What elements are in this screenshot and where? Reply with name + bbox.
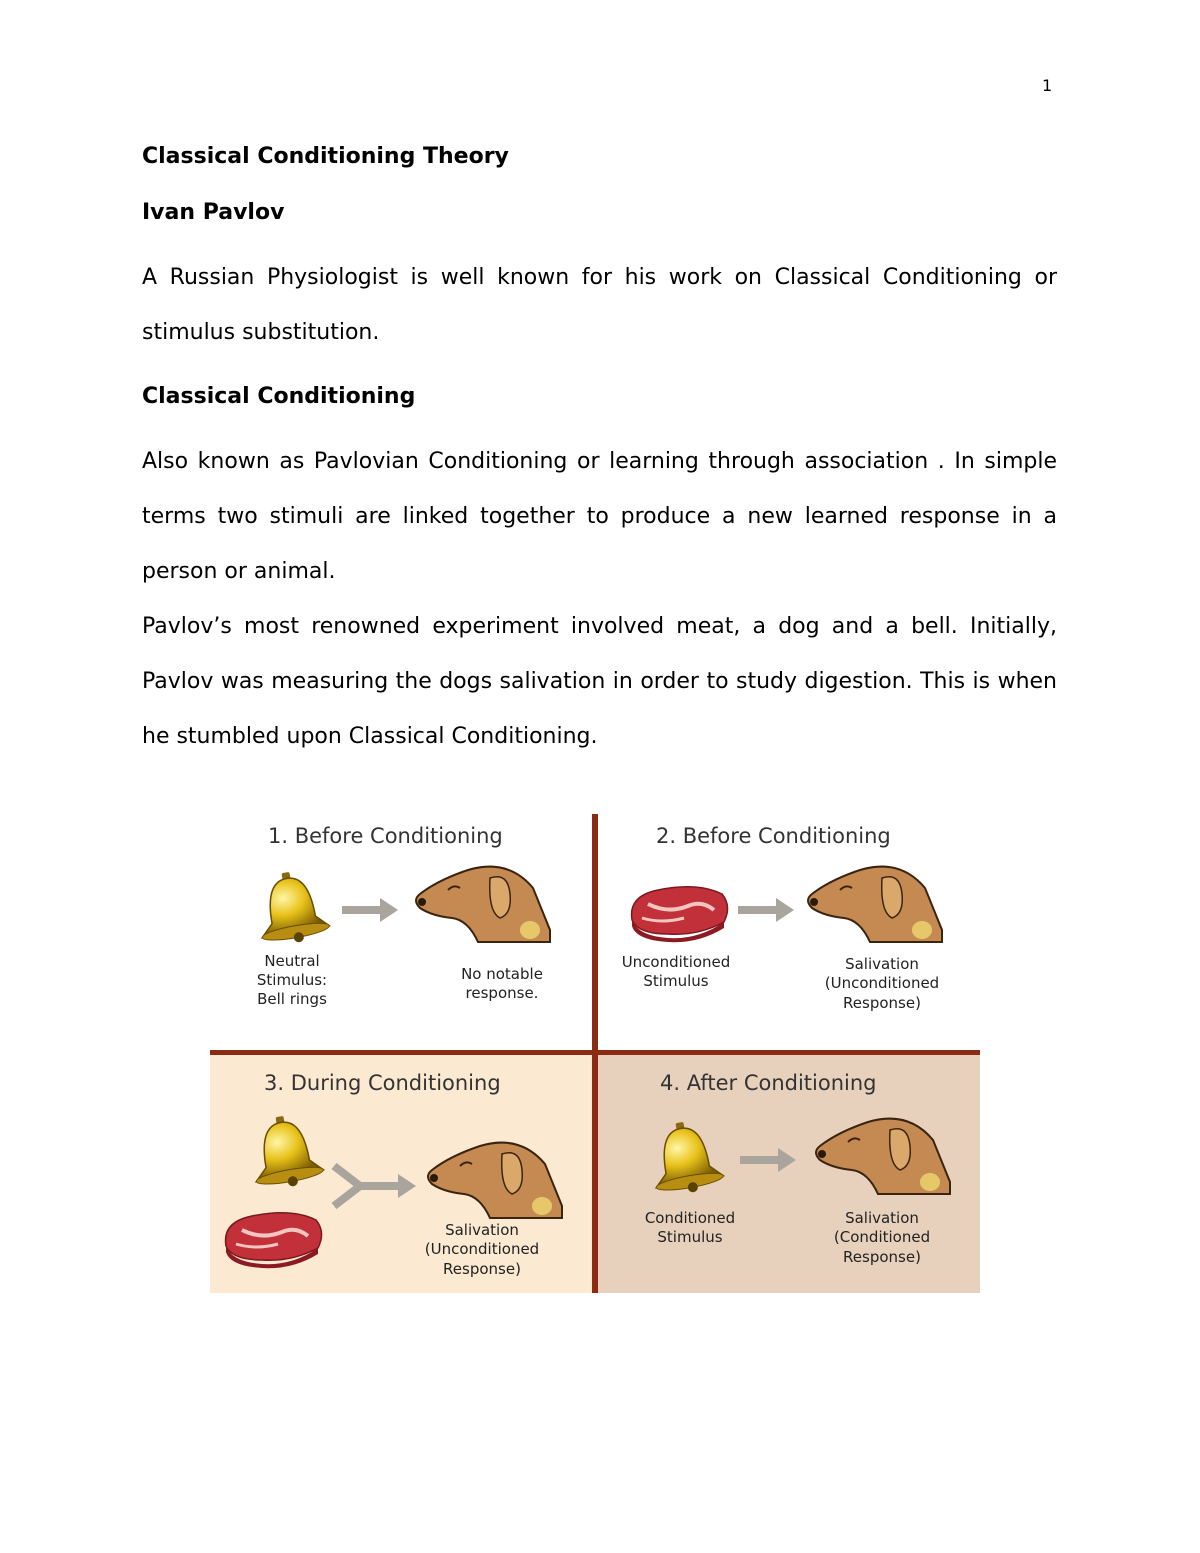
panel1-response-label-2: response. [465,984,539,1002]
document-title: Classical Conditioning Theory [142,144,509,169]
panel2-response-label-1: Salivation [845,955,919,973]
bell-icon [252,867,331,949]
document-body [142,138,1057,782]
author-heading: Ivan Pavlov [142,200,285,225]
panel4-response-label-1: Salivation [845,1209,919,1227]
dog-icon [808,867,942,942]
intro-paragraph: A Russian Physiologist is well known for his work on Classical Conditioning or stimulus substitution. [142,265,1057,345]
pavlov-conditioning-figure [210,814,980,1293]
panel3-response-label-2: (Unconditioned [424,1240,540,1258]
panel4-stimulus-label-1: Conditioned [644,1209,736,1227]
dog-icon [416,867,550,942]
section-heading: Classical Conditioning [142,384,416,409]
panel3-response-label-1: Salivation [445,1221,519,1239]
page-number: 1 [1042,76,1053,95]
panel4-response-label-3: Response) [843,1248,921,1266]
panel2-stimulus-label-2: Stimulus [643,972,709,990]
panel4-title: 4. After Conditioning [660,1071,877,1095]
panel1-stimulus-label-3: Bell rings [257,990,327,1008]
panel3-response-label-3: Response) [443,1260,521,1278]
panel3-title: 3. During Conditioning [264,1071,501,1095]
meat-icon [632,887,728,942]
arrow-icon [342,898,398,922]
panel1-stimulus-label-2: Stimulus: [256,971,328,989]
panel2-title: 2. Before Conditioning [656,824,891,848]
panel2-response-label-2: (Unconditioned [824,974,940,992]
panel2-stimulus-label-1: Unconditioned [621,953,731,971]
panel1-response-label-1: No notable [461,965,543,983]
panel4-response-label-2: (Conditioned [833,1228,931,1246]
panel1-title: 1. Before Conditioning [268,824,503,848]
panel1-stimulus-label-1: Neutral [264,952,320,970]
panel4-stimulus-label-2: Stimulus [657,1228,723,1246]
panel2-response-label-3: Response) [843,994,921,1012]
definition-paragraph: Also known as Pavlovian Conditioning or learning through association . In simple terms two stimuli are linked together to produce a new learned response in a person or animal. [142,449,1057,584]
experiment-paragraph: Pavlov’s most renowned experiment involved meat, a dog and a bell. Initially, Pavlov was measuring the dogs salivation in order to study digestion. This is when he stumbled upon Classical Conditioning. [142,614,1057,749]
arrow-icon [738,898,794,922]
horizontal-divider [210,1050,980,1055]
